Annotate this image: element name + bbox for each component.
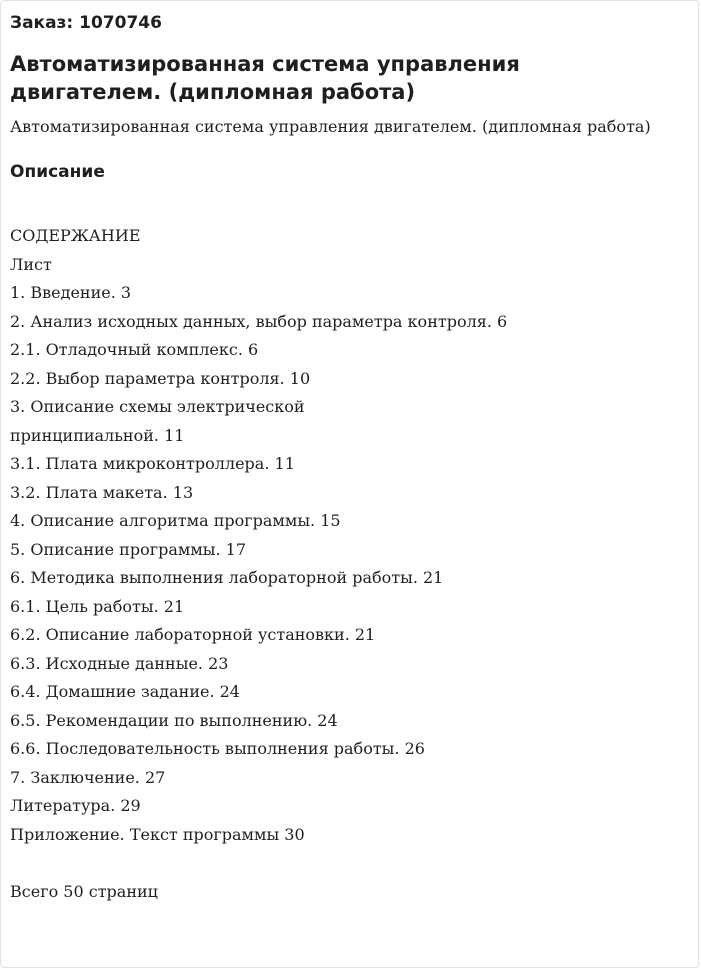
total-pages: Всего 50 страниц bbox=[10, 881, 158, 901]
toc-line: 3.2. Плата макета. 13 bbox=[10, 482, 194, 502]
toc-line: 2. Анализ исходных данных, выбор параметра контроля. 6 bbox=[10, 311, 508, 331]
toc-line: 3.1. Плата микроконтроллера. 11 bbox=[10, 454, 295, 473]
toc-line: 7. Заключение. 27 bbox=[10, 767, 166, 787]
toc-line: 6.2. Описание лабораторной установки. 21 bbox=[10, 625, 376, 644]
page-subtitle: Автоматизированная система управления двигателем. (дипломная работа) bbox=[10, 117, 651, 136]
toc-line: Литература. 29 bbox=[10, 796, 141, 815]
toc-line: принципиальной. 11 bbox=[10, 425, 185, 445]
page-title: Автоматизированная система управления двигателем. (дипломная работа) bbox=[10, 52, 520, 104]
toc-line: Лист bbox=[10, 254, 52, 274]
toc-line: 6. Методика выполнения лабораторной работы. 21 bbox=[10, 568, 444, 587]
toc-line: 3. Описание схемы электрической bbox=[10, 397, 305, 416]
table-of-contents bbox=[10, 222, 678, 906]
toc-line: 5. Описание программы. 17 bbox=[10, 539, 247, 559]
toc-line: Приложение. Текст программы 30 bbox=[10, 824, 305, 844]
blank-line bbox=[10, 849, 678, 878]
toc-line: 2.1. Отладочный комплекс. 6 bbox=[10, 340, 259, 359]
description-heading: Описание bbox=[10, 162, 105, 182]
toc-line: СОДЕРЖАНИЕ bbox=[10, 226, 141, 245]
toc-line: 6.3. Исходные данные. 23 bbox=[10, 653, 229, 673]
order-number: Заказ: 1070746 bbox=[10, 13, 162, 33]
toc-line: 4. Описание алгоритма программы. 15 bbox=[10, 511, 341, 530]
toc-line: 6.1. Цель работы. 21 bbox=[10, 596, 185, 616]
toc-line: 6.6. Последовательность выполнения работы. 26 bbox=[10, 739, 425, 758]
toc-line: 1. Введение. 3 bbox=[10, 283, 132, 302]
toc-line: 2.2. Выбор параметра контроля. 10 bbox=[10, 368, 311, 388]
toc-line: 6.4. Домашние задание. 24 bbox=[10, 682, 240, 701]
toc-line: 6.5. Рекомендации по выполнению. 24 bbox=[10, 710, 338, 730]
